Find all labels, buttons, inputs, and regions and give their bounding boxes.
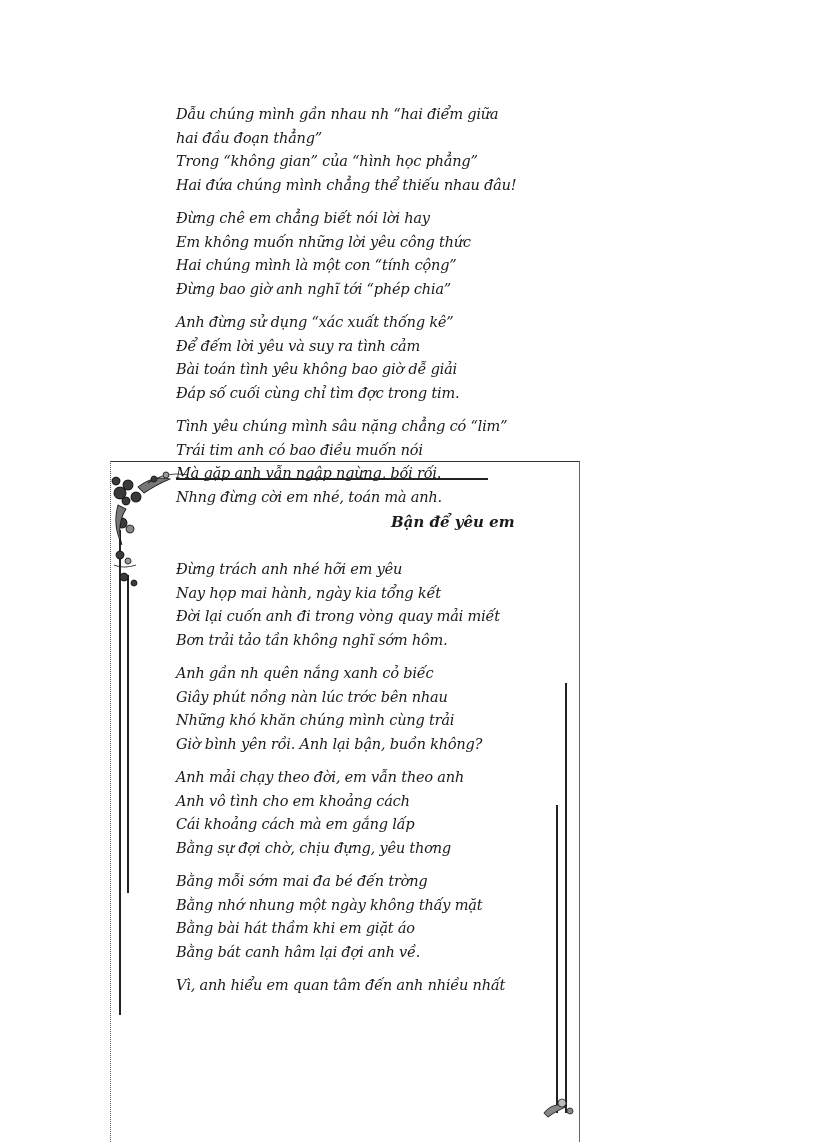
poem-line: Mà gặp anh vẫn ngập ngừng, bối rối. bbox=[176, 466, 442, 482]
poem-line: Nay họp mai hành, ngày kia tổng kết bbox=[176, 585, 441, 602]
second-poem bbox=[176, 559, 505, 1009]
stanza bbox=[176, 312, 516, 406]
poem-line: Đừng bao giờ anh nghĩ tới “phép chia” bbox=[176, 281, 451, 298]
poem-line: Hai chúng mình là một con “tính cộng” bbox=[176, 258, 457, 274]
left-border-bar bbox=[119, 530, 121, 1015]
stanza bbox=[176, 559, 505, 653]
poem-line: Nhng đừng cời em nhé, toán mà anh. bbox=[176, 489, 442, 506]
poem-line: Trong “không gian” của “hình học phẳng” bbox=[176, 154, 478, 170]
poem-line: Bằng bát canh hâm lại đợi anh về. bbox=[176, 944, 421, 961]
poem-line: Em không muốn những lời yêu công thức bbox=[176, 234, 471, 251]
poem-line: Đáp số cuối cùng chỉ tìm đợc trong tim. bbox=[176, 385, 460, 402]
poem-line: Vì, anh hiểu em quan tâm đến anh nhiều nhất bbox=[176, 978, 506, 994]
poem-title: Bận để yêu em bbox=[391, 513, 515, 531]
poem-line: hai đầu đoạn thẳng” bbox=[176, 130, 322, 147]
poem-line: Đừng chê em chẳng biết nói lời hay bbox=[176, 211, 430, 227]
poem-line: Bằng mỗi sớm mai đa bé đến trờng bbox=[176, 874, 428, 890]
stanza bbox=[176, 104, 516, 198]
poem-line: Giây phút nồng nàn lúc trớc bên nhau bbox=[176, 689, 448, 706]
right-inner-bar bbox=[556, 805, 558, 1113]
stanza bbox=[176, 416, 516, 510]
poem-line: Bằng bài hát thầm khi em giặt áo bbox=[176, 921, 415, 937]
poem-line: Anh vô tình cho em khoảng cách bbox=[176, 793, 410, 810]
poem-line: Anh đừng sử dụng “xác xuất thống kê” bbox=[176, 315, 454, 331]
poem-line: Anh mải chạy theo đời, em vẫn theo anh bbox=[176, 770, 465, 786]
poem-line: Bài toán tình yêu không bao giờ dễ giải bbox=[176, 362, 457, 378]
poem-line: Hai đứa chúng mình chẳng thể thiếu nhau đâu! bbox=[176, 177, 517, 194]
right-border-bar bbox=[565, 683, 567, 1113]
poem-line: Bơn trải tảo tần không nghĩ sớm hôm. bbox=[176, 632, 448, 649]
poem-line: Để đếm lời yêu và suy ra tình cảm bbox=[176, 338, 421, 355]
floral-bottom-icon bbox=[540, 1093, 576, 1121]
poem-line: Giờ bình yên rồi. Anh lại bận, buồn không? bbox=[176, 736, 483, 753]
first-poem bbox=[176, 104, 516, 520]
poem-line: Tình yêu chúng mình sâu nặng chẳng có “lim” bbox=[176, 419, 508, 435]
poem-line: Cái khoảng cách mà em gắng lấp bbox=[176, 817, 415, 833]
poem-line: Dẫu chúng mình gần nhau nh “hai điểm giữa bbox=[176, 107, 499, 123]
poem-line: Anh gần nh quên nắng xanh cỏ biếc bbox=[176, 666, 434, 682]
stanza bbox=[176, 663, 505, 757]
poem-line: Trái tim anh có bao điều muốn nói bbox=[176, 442, 423, 459]
poem-line: Bằng sự đợi chờ, chịu đựng, yêu thơng bbox=[176, 840, 451, 857]
stanza bbox=[176, 767, 505, 861]
poem-line: Đời lại cuốn anh đi trong vòng quay mải miết bbox=[176, 609, 500, 625]
poem-line: Đừng trách anh nhé hỡi em yêu bbox=[176, 562, 403, 578]
stanza bbox=[176, 975, 505, 999]
left-inner-bar bbox=[127, 575, 129, 893]
stanza bbox=[176, 208, 516, 302]
poem-line: Những khó khăn chúng mình cùng trải bbox=[176, 713, 455, 729]
stanza bbox=[176, 871, 505, 965]
poem-line: Bằng nhớ nhung một ngày không thấy mặt bbox=[176, 897, 483, 914]
